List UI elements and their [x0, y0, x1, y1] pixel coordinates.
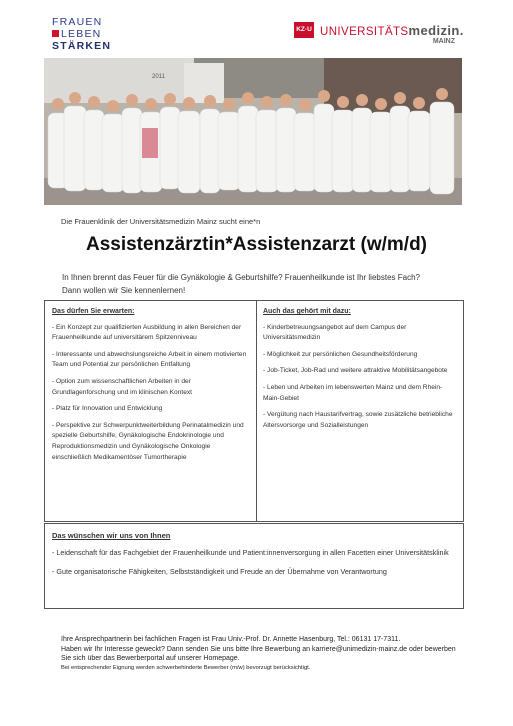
contact-text: Ihre Ansprechpartnerin bei fachlichen Fragen ist Frau Univ.-Prof. Dr. Annette Hasenburg, Tel.: 06131 17-7311.: [61, 636, 401, 643]
disability-note: Bei entsprechender Eignung werden schwerbehinderte Bewerber (m/w) bevorzugt berücksichtigt.: [61, 664, 311, 671]
benefits-heading: Auch das gehört mit dazu:: [263, 308, 351, 315]
offers-benefits-box: [44, 300, 464, 522]
logo-red-square-icon: [52, 30, 59, 37]
university-name-suffix: medizin.: [408, 23, 464, 38]
intro-text: Die Frauenklinik der Universitätsmedizin Mainz sucht eine*n: [61, 217, 261, 226]
university-name-prefix: UNIVERSITÄTS: [320, 26, 409, 38]
offer-item: - Perspektive zur Schwerpunktweiterbildung Perinatalmedizin und spezielle Geburtshilfe, Gynäkologische Endokrinologie und Reproduktionsmedizin und Gynäkologische Onkologie einschließlich Medikamentöser Tumortherapie: [52, 421, 244, 461]
benefit-item: - Vergütung nach Haustarifvertrag, sowie zusätzliche betriebliche Altersvorsorge und Sozialleistungen: [263, 411, 453, 429]
apply-text: Haben wir Ihr Interesse geweckt? Dann senden Sie uns bitte Ihre Bewerbung an karriere@unimedizin-mainz.de oder bewerben Sie sich über das Bewerberportal auf unserer Homepage.: [61, 645, 456, 663]
photo-sign-text: 2011: [152, 74, 165, 80]
universitaetsmedizin-logo: [294, 20, 464, 50]
requirement-item: - Leidenschaft für das Fachgebiet der Frauenheilkunde und Patient:innenversorgung in allen Facetten einer Universitätsklinik: [52, 548, 449, 557]
logo-line-3: STÄRKEN: [52, 40, 112, 52]
requirements-box: [44, 523, 464, 609]
team-photo-illustration: [44, 58, 462, 205]
university-name: [320, 23, 464, 38]
team-photo: [44, 58, 462, 205]
university-seal-icon: KZ·U: [294, 22, 314, 38]
benefits-column: [263, 307, 457, 437]
column-divider: [256, 301, 257, 521]
offer-item: - Option zum wissenschaftlichen Arbeiten in der Grundlagenforschung und im klinischen Kontext: [52, 377, 193, 396]
requirement-item: - Gute organisatorische Fähigkeiten, Selbstständigkeit und Freude an der Übernahme von Verantwortung: [52, 567, 387, 576]
requirements-heading: Das wünschen wir uns von Ihnen: [52, 531, 171, 540]
university-city: MAINZ: [432, 38, 455, 45]
benefit-item: - Kinderbetreuungsangebot auf dem Campus der Universitätsmedizin: [263, 323, 407, 342]
offer-item: - Platz für Innovation und Entwicklung: [52, 405, 163, 413]
benefit-item: - Leben und Arbeiten im lebenswerten Mainz und dem Rhein-Main-Gebiet: [263, 383, 443, 402]
logo-line-1: FRAUEN: [52, 16, 103, 28]
lead-text: [62, 271, 462, 297]
footer-contact: [61, 635, 456, 673]
requirements-content: [52, 530, 456, 585]
lead-line-1: In Ihnen brennt das Feuer für die Gynäkologie & Geburtshilfe? Frauenheilkunde ist Ihr liebstes Fach?: [62, 273, 420, 282]
offer-column: [52, 307, 248, 469]
job-title: Assistenzärztin*Assistenzarzt (w/m/d): [85, 234, 428, 255]
offer-heading: Das dürfen Sie erwarten:: [52, 308, 135, 315]
offer-item: - Interessante und abwechslungsreiche Arbeit in einem motivierten Team und Potential zur persönlichen Entfaltung: [52, 350, 247, 369]
offer-item: - Ein Konzept zur qualifizierten Ausbildung in allen Bereichen der Frauenheilkunde auf universitärem Spitzenniveau: [52, 323, 242, 342]
logo-line-2-text: LEBEN: [61, 28, 102, 40]
benefit-item: - Möglichkeit zur persönlichen Gesundheitsförderung: [263, 350, 418, 358]
frauen-leben-staerken-logo: [52, 16, 122, 52]
logo-line-2: [52, 28, 122, 40]
lead-line-2: Dann wollen wir Sie kennenlernen!: [62, 286, 186, 295]
benefit-item: - Job-Ticket, Job-Rad und weitere attraktive Mobilitätsangebote: [263, 367, 448, 375]
